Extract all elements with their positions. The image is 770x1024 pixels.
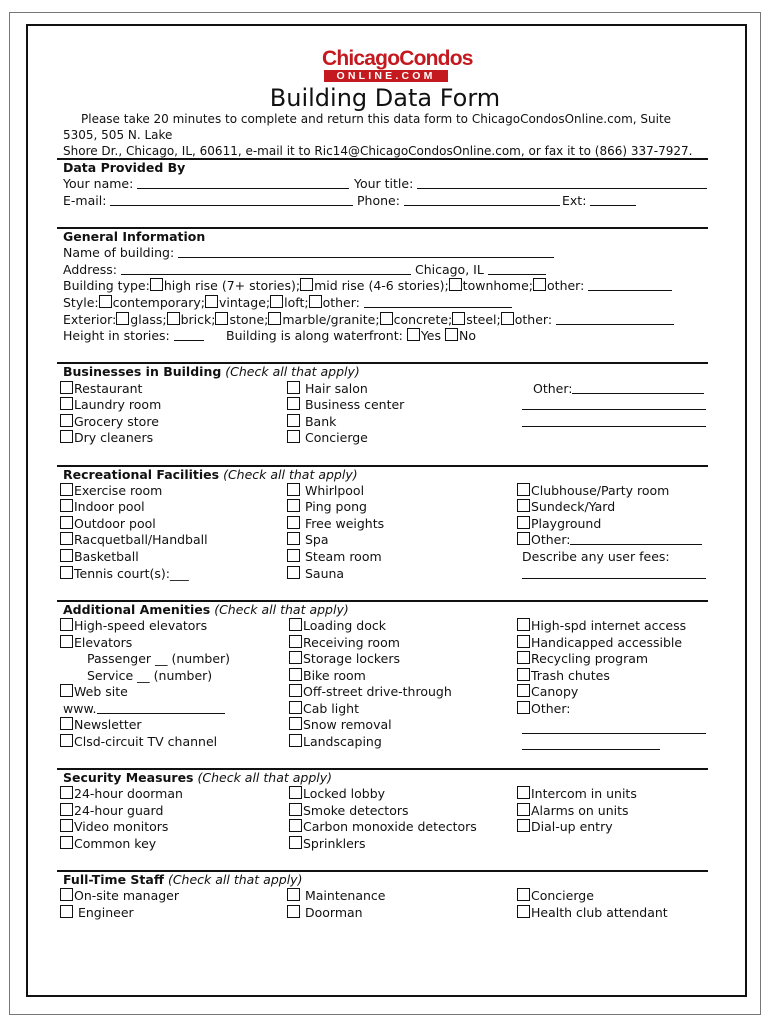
section-title-recreational xyxy=(63,467,358,483)
exterior-label: Exterior: xyxy=(63,312,117,327)
item-label: Canopy xyxy=(531,684,579,699)
section-title-text: Businesses in Building xyxy=(63,364,222,379)
height-row xyxy=(63,328,204,344)
list-item[interactable] xyxy=(517,635,682,651)
checkbox[interactable] xyxy=(287,566,300,579)
item-label: Landscaping xyxy=(303,734,382,749)
waterfront-no-checkbox[interactable] xyxy=(445,328,458,341)
checkbox[interactable] xyxy=(517,499,530,512)
item-label: Indoor pool xyxy=(74,499,145,514)
checkbox[interactable] xyxy=(60,532,73,545)
checkbox[interactable] xyxy=(289,668,302,681)
blank-line[interactable] xyxy=(522,737,660,753)
your-title-field[interactable] xyxy=(417,177,707,189)
item-label: Hair salon xyxy=(304,381,368,396)
checkbox[interactable] xyxy=(517,532,530,545)
item-label: Clsd-circuit TV channel xyxy=(74,734,218,749)
chicagocondos-logo xyxy=(322,47,473,82)
exterior-row xyxy=(63,312,674,328)
item-label: 24-hour doorman xyxy=(74,786,183,801)
section-title-text: Security Measures xyxy=(63,770,194,785)
logo-wordmark: ChicagoCondos xyxy=(322,47,473,70)
item-label: Receiving room xyxy=(303,635,400,650)
section-title-text: Recreational Facilities xyxy=(63,467,220,482)
section-title-general: General Information xyxy=(63,229,206,244)
email-label: E-mail: xyxy=(63,193,107,208)
item-label: Elevators xyxy=(74,635,133,650)
item-label: Health club attendant xyxy=(531,905,668,920)
list-item[interactable] xyxy=(517,786,637,802)
section-hint: (Check all that apply) xyxy=(225,364,360,379)
list-item[interactable] xyxy=(289,786,385,802)
option-label: stone; xyxy=(229,312,269,327)
checkbox[interactable] xyxy=(287,532,300,545)
building-name-label: Name of building: xyxy=(63,245,175,260)
blank-line[interactable] xyxy=(522,397,706,413)
section-title-data-provided: Data Provided By xyxy=(63,160,186,175)
checkbox[interactable] xyxy=(289,717,302,730)
list-item[interactable] xyxy=(289,618,386,634)
checkbox[interactable] xyxy=(289,734,302,747)
checkbox[interactable] xyxy=(289,701,302,714)
address-label: Address: xyxy=(63,262,117,277)
checkbox[interactable] xyxy=(517,483,530,496)
list-item[interactable] xyxy=(60,734,217,750)
item-label: Web site xyxy=(74,684,128,699)
list-item[interactable] xyxy=(60,414,159,430)
exterior-checkbox[interactable] xyxy=(215,312,228,325)
checkbox[interactable] xyxy=(287,397,300,410)
checkbox[interactable] xyxy=(60,430,73,443)
section-title-businesses xyxy=(63,364,360,380)
item-label: High-speed elevators xyxy=(74,618,208,633)
email-field[interactable] xyxy=(110,194,353,206)
section-hint: (Check all that apply) xyxy=(197,770,332,785)
height-label: Height in stories: xyxy=(63,328,170,343)
option-label: contemporary; xyxy=(112,295,205,310)
section-title-text: Additional Amenities xyxy=(63,602,211,617)
option-label: vintage; xyxy=(218,295,271,310)
list-item[interactable] xyxy=(60,430,153,446)
item-label: Other: xyxy=(531,701,571,716)
list-item[interactable] xyxy=(517,618,686,634)
list-item[interactable] xyxy=(517,668,610,684)
item-label: Sprinklers xyxy=(303,836,366,851)
building-type-label: Building type: xyxy=(63,278,150,293)
building-name-row xyxy=(63,245,554,261)
option-label: concrete; xyxy=(393,312,453,327)
yes-label: Yes xyxy=(420,328,441,343)
list-item[interactable] xyxy=(517,499,615,515)
www-label: www. xyxy=(63,701,97,716)
item-label: Laundry room xyxy=(74,397,162,412)
item-label: Locked lobby xyxy=(303,786,386,801)
checkbox[interactable] xyxy=(60,516,73,529)
list-item[interactable] xyxy=(517,684,578,700)
your-title-row xyxy=(354,176,707,192)
list-item[interactable] xyxy=(60,786,183,802)
list-item[interactable] xyxy=(289,651,400,667)
list-item[interactable] xyxy=(287,516,384,532)
checkbox[interactable] xyxy=(60,786,73,799)
checkbox[interactable] xyxy=(60,549,73,562)
style-label: Style: xyxy=(63,295,99,310)
list-item[interactable] xyxy=(289,717,392,733)
list-item[interactable] xyxy=(60,532,208,548)
list-item[interactable] xyxy=(60,803,163,819)
list-item[interactable] xyxy=(60,499,145,515)
www-row xyxy=(63,701,225,717)
building-type-checkbox[interactable] xyxy=(449,278,462,291)
item-label: Sauna xyxy=(304,566,345,581)
address-row xyxy=(63,262,546,278)
checkbox[interactable] xyxy=(517,888,530,901)
item-label: Whirlpool xyxy=(304,483,365,498)
checkbox[interactable] xyxy=(517,905,530,918)
list-item[interactable] xyxy=(60,888,179,904)
style-row xyxy=(63,295,512,311)
address-field[interactable] xyxy=(121,263,411,275)
item-label: Business center xyxy=(304,397,405,412)
item-label: Doorman xyxy=(304,905,363,920)
passenger-count[interactable]: Passenger __ (number) xyxy=(87,651,231,666)
other-field[interactable] xyxy=(572,382,704,394)
email-row xyxy=(63,193,353,209)
item-label: Trash chutes xyxy=(531,668,610,683)
item-label: Cab light xyxy=(303,701,359,716)
exterior-other-field[interactable] xyxy=(556,313,674,325)
item-label: Common key xyxy=(74,836,157,851)
checkbox[interactable] xyxy=(60,483,73,496)
list-item[interactable] xyxy=(289,684,452,700)
checkbox[interactable] xyxy=(517,635,530,648)
checkbox[interactable] xyxy=(60,717,73,730)
section-title-text: Full-Time Staff xyxy=(63,872,164,887)
height-field[interactable] xyxy=(174,329,204,341)
checkbox[interactable] xyxy=(289,786,302,799)
item-label: Sundeck/Yard xyxy=(531,499,616,514)
option-label: steel; xyxy=(466,312,501,327)
building-type-row xyxy=(63,278,672,294)
list-item[interactable] xyxy=(517,483,669,499)
checkbox[interactable] xyxy=(60,734,73,747)
checkbox[interactable] xyxy=(517,786,530,799)
building-type-other-field[interactable] xyxy=(588,279,672,291)
checkbox[interactable] xyxy=(289,635,302,648)
item-label: Recycling program xyxy=(531,651,649,666)
item-label: Grocery store xyxy=(74,414,159,429)
item-label: Spa xyxy=(304,532,329,547)
checkbox[interactable] xyxy=(287,499,300,512)
other-field[interactable] xyxy=(570,533,702,545)
section-hint: (Check all that apply) xyxy=(167,872,303,887)
checkbox[interactable] xyxy=(517,618,530,631)
list-item[interactable] xyxy=(60,397,161,413)
item-label: Smoke detectors xyxy=(303,803,409,818)
logo-subtitle: ONLINE.COM xyxy=(324,70,448,82)
item-label: Racquetball/Handball xyxy=(74,532,208,547)
blank-line[interactable] xyxy=(522,414,706,430)
website-field[interactable] xyxy=(97,702,225,714)
list-item[interactable] xyxy=(287,483,364,499)
list-item[interactable] xyxy=(287,397,404,413)
item-label: Storage lockers xyxy=(303,651,401,666)
list-item[interactable] xyxy=(60,819,168,835)
style-checkbox[interactable] xyxy=(270,295,283,308)
option-label: other: xyxy=(322,295,360,310)
city-label: Chicago, IL xyxy=(414,262,484,277)
item-label: Intercom in units xyxy=(531,786,637,801)
list-item[interactable] xyxy=(517,819,613,835)
no-label: No xyxy=(458,328,476,343)
list-item[interactable] xyxy=(289,734,382,750)
option-label: glass; xyxy=(130,312,167,327)
option-label: marble/granite; xyxy=(282,312,380,327)
checkbox[interactable] xyxy=(60,836,73,849)
item-label: Off-street drive-through xyxy=(303,684,452,699)
exterior-checkbox[interactable] xyxy=(501,312,514,325)
section-title-amenities xyxy=(63,602,349,618)
your-title-label: Your title: xyxy=(354,176,414,191)
checkbox[interactable] xyxy=(60,397,73,410)
option-label: high rise (7+ stories); xyxy=(163,278,301,293)
option-label: mid rise (4-6 stories); xyxy=(314,278,449,293)
item-label: Exercise room xyxy=(74,483,163,498)
style-checkbox[interactable] xyxy=(99,295,112,308)
item-label: Tennis court(s):___ xyxy=(74,566,189,581)
checkbox[interactable] xyxy=(60,888,73,901)
item-label: High-spd internet access xyxy=(531,618,687,633)
checkbox[interactable] xyxy=(517,516,530,529)
service-count[interactable]: Service __ (number) xyxy=(87,668,213,683)
item-label: Handicapped accessible xyxy=(531,635,683,650)
checkbox[interactable] xyxy=(517,701,530,714)
checkbox[interactable] xyxy=(289,684,302,697)
checkbox[interactable] xyxy=(289,803,302,816)
item-label: Steam room xyxy=(304,549,382,564)
exterior-checkbox[interactable] xyxy=(167,312,180,325)
item-label: Ping pong xyxy=(304,499,367,514)
option-label: other: xyxy=(547,278,585,293)
section-hint: (Check all that apply) xyxy=(223,467,358,482)
style-other-field[interactable] xyxy=(364,296,512,308)
item-label: 24-hour guard xyxy=(74,803,164,818)
exterior-checkbox[interactable] xyxy=(116,312,129,325)
list-item[interactable] xyxy=(60,905,134,921)
item-label: Outdoor pool xyxy=(74,516,156,531)
list-item[interactable] xyxy=(287,905,363,921)
your-name-row xyxy=(63,176,349,192)
item-label: Other: xyxy=(531,532,571,547)
item-label: Snow removal xyxy=(303,717,392,732)
item-label: Bike room xyxy=(303,668,366,683)
list-item[interactable] xyxy=(289,819,477,835)
businesses-other-row xyxy=(533,381,704,397)
item-label: Alarms on units xyxy=(531,803,629,818)
checkbox[interactable] xyxy=(60,905,73,918)
list-item[interactable] xyxy=(60,516,156,532)
item-label: Dry cleaners xyxy=(74,430,154,445)
item-label: Carbon monoxide detectors xyxy=(303,819,477,834)
waterfront-row xyxy=(226,328,476,344)
ext-field[interactable] xyxy=(590,194,636,206)
item-label: Maintenance xyxy=(304,888,386,903)
checkbox[interactable] xyxy=(517,651,530,664)
ext-label: Ext: xyxy=(562,193,587,208)
option-label: other: xyxy=(514,312,553,327)
list-item[interactable] xyxy=(287,414,336,430)
list-item[interactable] xyxy=(287,888,385,904)
list-item[interactable] xyxy=(517,803,629,819)
checkbox[interactable] xyxy=(60,566,73,579)
item-label: Concierge xyxy=(304,430,368,445)
your-name-label: Your name: xyxy=(63,176,134,191)
exterior-checkbox[interactable] xyxy=(380,312,393,325)
checkbox[interactable] xyxy=(60,635,73,648)
item-label: Bank xyxy=(304,414,337,429)
list-item[interactable] xyxy=(60,836,156,852)
ext-row xyxy=(562,193,636,209)
list-item[interactable] xyxy=(517,532,702,548)
item-label: Engineer xyxy=(77,905,134,920)
checkbox[interactable] xyxy=(60,618,73,631)
checkbox[interactable] xyxy=(60,803,73,816)
list-item[interactable] xyxy=(289,836,365,852)
checkbox[interactable] xyxy=(60,381,73,394)
list-item[interactable] xyxy=(60,684,128,700)
exterior-checkbox[interactable] xyxy=(268,312,281,325)
section-title-staff xyxy=(63,872,302,888)
checkbox[interactable] xyxy=(289,618,302,631)
item-label: Concierge xyxy=(531,888,594,903)
item-label: Loading dock xyxy=(303,618,386,633)
phone-field[interactable] xyxy=(404,194,560,206)
checkbox[interactable] xyxy=(287,381,300,394)
blank-line[interactable] xyxy=(522,721,706,737)
option-label: townhome; xyxy=(462,278,534,293)
checkbox[interactable] xyxy=(60,414,73,427)
checkbox[interactable] xyxy=(287,483,300,496)
list-item[interactable] xyxy=(60,566,189,582)
item-label: Newsletter xyxy=(74,717,142,732)
checkbox[interactable] xyxy=(60,684,73,697)
list-item[interactable] xyxy=(287,381,368,397)
fees-label: Describe any user fees: xyxy=(522,549,670,564)
checkbox[interactable] xyxy=(287,430,300,443)
style-checkbox[interactable] xyxy=(309,295,322,308)
checkbox[interactable] xyxy=(287,414,300,427)
list-item[interactable] xyxy=(287,430,368,446)
your-name-field[interactable] xyxy=(137,177,349,189)
list-item[interactable] xyxy=(289,635,400,651)
list-item[interactable] xyxy=(60,483,162,499)
form-title: Building Data Form xyxy=(269,84,501,112)
list-item[interactable] xyxy=(60,635,132,651)
list-item[interactable] xyxy=(289,803,409,819)
checkbox[interactable] xyxy=(517,819,530,832)
option-label: loft; xyxy=(284,295,309,310)
list-item[interactable] xyxy=(289,668,366,684)
checkbox[interactable] xyxy=(289,819,302,832)
waterfront-yes-checkbox[interactable] xyxy=(407,328,420,341)
item-label: Free weights xyxy=(304,516,385,531)
list-item[interactable] xyxy=(287,532,329,548)
section-hint: (Check all that apply) xyxy=(214,602,349,617)
fees-field[interactable] xyxy=(522,566,706,582)
checkbox[interactable] xyxy=(289,836,302,849)
item-label: Clubhouse/Party room xyxy=(531,483,670,498)
intro-line-2: Shore Dr., Chicago, IL, 60611, e-mail it to Ric14@ChicagoCondosOnline.com, or fax it to (866) 337-7927. xyxy=(63,144,693,158)
list-item[interactable] xyxy=(60,717,142,733)
building-type-checkbox[interactable] xyxy=(150,278,163,291)
option-label: brick; xyxy=(180,312,216,327)
item-label: Restaurant xyxy=(74,381,143,396)
building-name-field[interactable] xyxy=(178,246,554,258)
intro-paragraph xyxy=(63,111,703,159)
list-item[interactable] xyxy=(517,905,668,921)
list-item[interactable] xyxy=(60,549,139,565)
exterior-checkbox[interactable] xyxy=(452,312,465,325)
list-item[interactable] xyxy=(60,618,207,634)
checkbox[interactable] xyxy=(60,499,73,512)
item-label: Video monitors xyxy=(74,819,169,834)
other-label: Other: xyxy=(533,381,573,396)
zip-field[interactable] xyxy=(488,263,546,275)
list-item[interactable] xyxy=(289,701,359,717)
phone-row xyxy=(357,193,560,209)
checkbox[interactable] xyxy=(517,684,530,697)
checkbox[interactable] xyxy=(517,803,530,816)
checkbox[interactable] xyxy=(287,905,300,918)
checkbox[interactable] xyxy=(287,549,300,562)
building-type-checkbox[interactable] xyxy=(533,278,546,291)
checkbox[interactable] xyxy=(289,651,302,664)
checkbox[interactable] xyxy=(287,516,300,529)
list-item[interactable] xyxy=(517,888,594,904)
checkbox[interactable] xyxy=(60,819,73,832)
checkbox[interactable] xyxy=(287,888,300,901)
list-item[interactable] xyxy=(287,499,367,515)
item-label: On-site manager xyxy=(74,888,180,903)
waterfront-label: Building is along waterfront: xyxy=(226,328,403,343)
phone-label: Phone: xyxy=(357,193,400,208)
list-item[interactable] xyxy=(287,566,344,582)
intro-line-1: Please take 20 minutes to complete and return this data form to ChicagoCondosOnline.com, Suite 5305, 505 N. Lake xyxy=(63,112,672,142)
list-item[interactable] xyxy=(517,701,570,717)
list-item[interactable] xyxy=(60,381,142,397)
item-label: Dial-up entry xyxy=(531,819,613,834)
item-label: Basketball xyxy=(74,549,139,564)
list-item[interactable] xyxy=(517,516,601,532)
section-title-security xyxy=(63,770,332,786)
item-label: Playground xyxy=(531,516,602,531)
list-item[interactable] xyxy=(287,549,382,565)
checkbox[interactable] xyxy=(517,668,530,681)
list-item[interactable] xyxy=(517,651,648,667)
style-checkbox[interactable] xyxy=(205,295,218,308)
building-type-checkbox[interactable] xyxy=(300,278,313,291)
